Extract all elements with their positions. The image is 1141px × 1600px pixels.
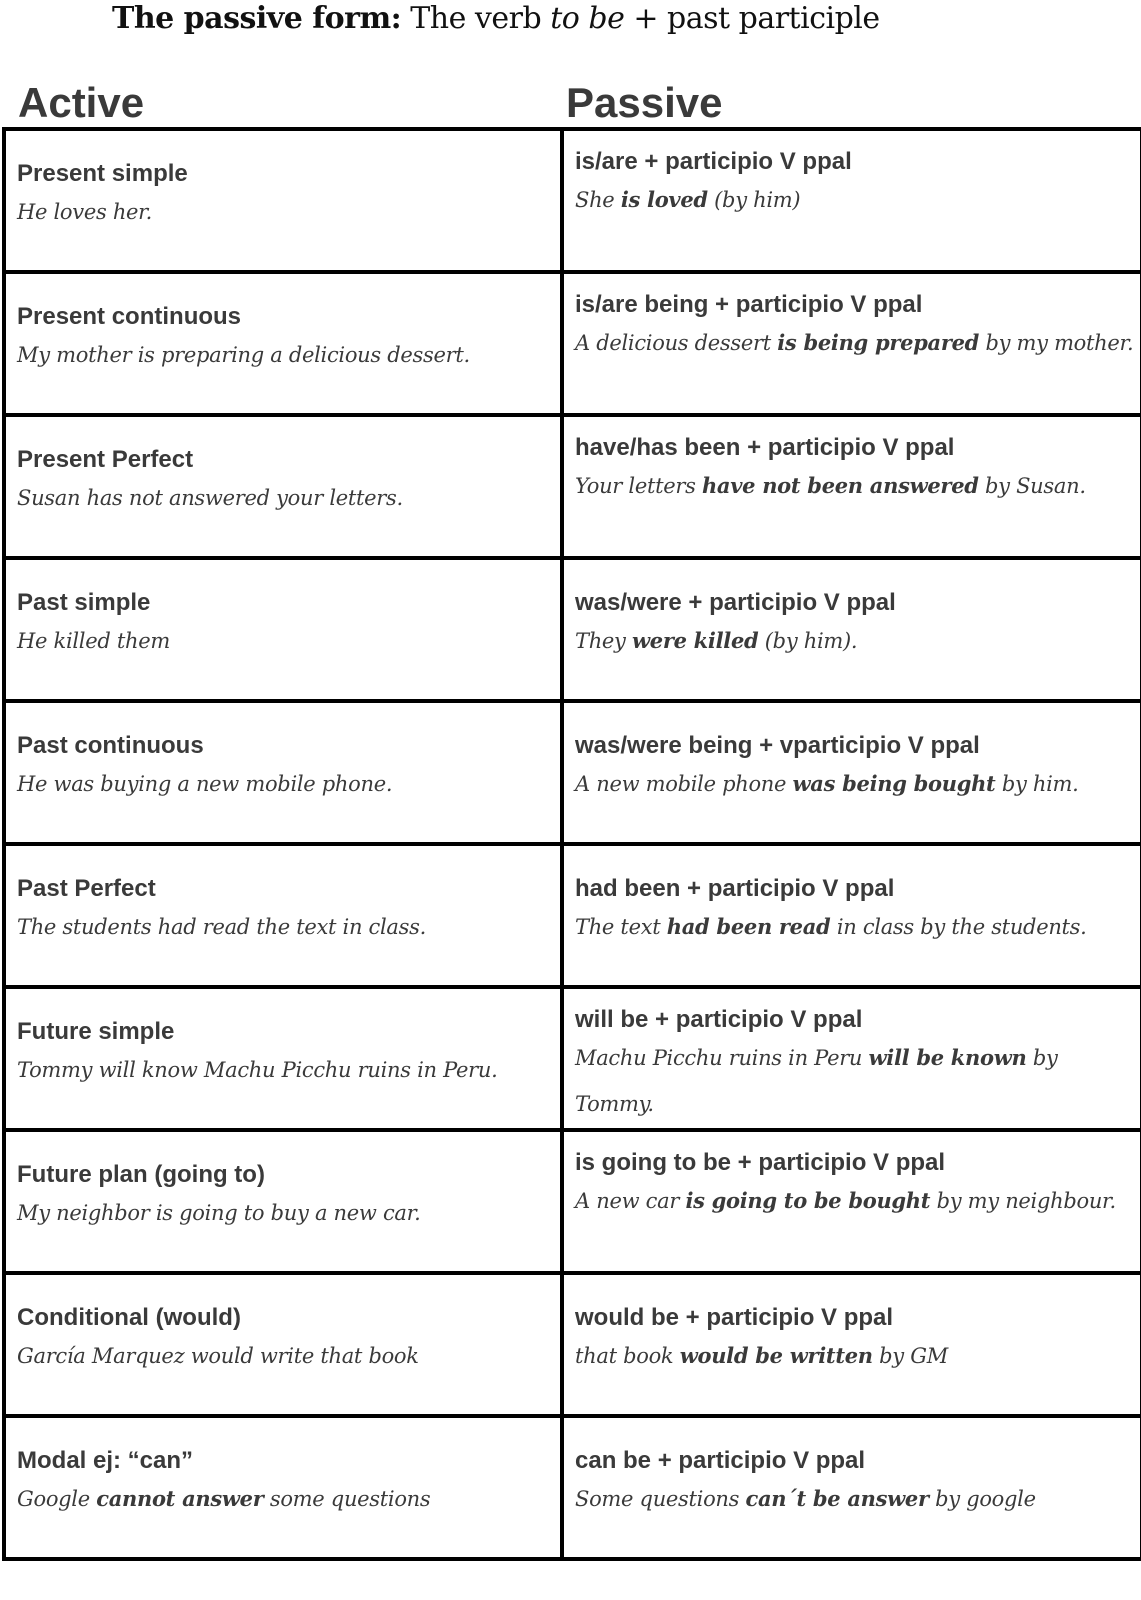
text-segment: Tommy will know Machu Picchu ruins in Peru. [17, 1058, 498, 1082]
emphasis: is being prepared [777, 330, 980, 355]
emphasis: cannot answer [96, 1486, 264, 1511]
text-segment: by GM [872, 1344, 948, 1368]
emphasis: had been read [666, 914, 831, 939]
tense-label: Present continuous [17, 303, 242, 330]
tense-label: Present Perfect [17, 446, 194, 473]
passive-example [575, 1333, 1134, 1379]
passive-example [575, 177, 1134, 223]
text-segment: He loves her. [17, 200, 152, 224]
passive-cell [564, 989, 1140, 1128]
tense-comparison-table [2, 127, 1141, 1561]
tense-label: Past continuous [17, 732, 204, 759]
text-segment: that book [575, 1344, 680, 1368]
active-example [17, 1333, 554, 1379]
text-segment: Susan has not answered your letters. [17, 486, 403, 510]
passive-formula: is/are being + participio V ppal [575, 291, 923, 318]
text-segment: He killed them [17, 629, 170, 653]
passive-formula: can be + participio V ppal [575, 1447, 866, 1474]
text-segment: A new mobile phone [575, 772, 793, 796]
active-example [17, 475, 554, 521]
passive-formula: will be + participio V ppal [575, 1006, 863, 1033]
passive-cell [564, 846, 1140, 985]
active-example [17, 1476, 554, 1522]
tense-label: Past simple [17, 589, 151, 616]
active-cell [6, 989, 560, 1128]
active-example [17, 332, 554, 378]
passive-example [575, 1035, 1134, 1127]
passive-example [575, 463, 1134, 509]
text-segment: in class by the students. [830, 915, 1087, 939]
text-segment: A delicious dessert [575, 331, 778, 355]
text-segment: My neighbor is going to buy a new car. [17, 1201, 421, 1225]
active-cell [6, 703, 560, 842]
text-segment: Some questions [575, 1487, 746, 1511]
text-segment: Google [17, 1487, 97, 1511]
active-cell [6, 131, 560, 270]
column-header-active: Active [18, 79, 145, 126]
text-segment: (by him) [707, 188, 801, 212]
page-title [112, 0, 880, 40]
passive-formula: is going to be + participio V ppal [575, 1149, 946, 1176]
active-example [17, 1190, 554, 1236]
emphasis: is going to be bought [685, 1188, 931, 1213]
emphasis: can´t be answer [745, 1486, 929, 1511]
emphasis: is loved [620, 187, 708, 212]
passive-cell [564, 131, 1140, 270]
text-segment: by my neighbour. [930, 1189, 1116, 1213]
emphasis: was being bought [792, 771, 996, 796]
text-segment: Machu Picchu ruins in Peru [575, 1046, 869, 1070]
text-segment: Your letters [575, 474, 702, 498]
active-cell [6, 1418, 560, 1557]
passive-formula: was/were + participio V ppal [575, 589, 896, 616]
passive-example [575, 618, 1134, 664]
emphasis: have not been answered [701, 473, 979, 498]
text-segment: She [575, 188, 621, 212]
text-segment: by him. [995, 772, 1079, 796]
text-segment: (by him). [758, 629, 858, 653]
passive-formula: had been + participio V ppal [575, 875, 895, 902]
title-post: + past participle [624, 1, 880, 36]
text-segment: My mother is preparing a delicious dessert. [17, 343, 470, 367]
active-example [17, 761, 554, 807]
text-segment: The students had read the text in class. [17, 915, 426, 939]
active-example [17, 618, 554, 664]
passive-formula: would be + participio V ppal [575, 1304, 894, 1331]
title-italic: to be [550, 1, 625, 36]
tense-label: Past Perfect [17, 875, 156, 902]
emphasis: will be known [868, 1045, 1027, 1070]
tense-label: Future simple [17, 1018, 175, 1045]
active-example [17, 1047, 554, 1093]
text-segment: He was buying a new mobile phone. [17, 772, 393, 796]
passive-formula: is/are + participio V ppal [575, 148, 852, 175]
active-cell [6, 560, 560, 699]
passive-example [575, 1476, 1134, 1522]
passive-cell [564, 1275, 1140, 1414]
text-segment: García Marquez would write that book [17, 1344, 419, 1368]
emphasis: would be written [679, 1343, 873, 1368]
active-cell [6, 846, 560, 985]
text-segment: by Tommy. [575, 1046, 1058, 1116]
passive-cell [564, 560, 1140, 699]
active-cell [6, 274, 560, 413]
passive-cell [564, 1418, 1140, 1557]
active-example [17, 904, 554, 950]
passive-cell [564, 274, 1140, 413]
tense-label: Conditional (would) [17, 1304, 241, 1331]
tense-label: Present simple [17, 160, 188, 187]
title-pre: The verb [401, 1, 551, 36]
active-cell [6, 417, 560, 556]
passive-cell [564, 703, 1140, 842]
passive-formula: was/were being + vparticipio V ppal [575, 732, 980, 759]
tense-label: Future plan (going to) [17, 1161, 265, 1188]
passive-cell [564, 417, 1140, 556]
column-header-passive: Passive [566, 79, 723, 126]
passive-example [575, 761, 1134, 807]
active-cell [6, 1132, 560, 1271]
passive-formula: have/has been + participio V ppal [575, 434, 955, 461]
tense-label: Modal ej: “can” [17, 1447, 194, 1474]
passive-example [575, 320, 1134, 366]
text-segment: A new car [575, 1189, 686, 1213]
text-segment: by my mother. [979, 331, 1134, 355]
text-segment: some questions [263, 1487, 431, 1511]
text-segment: The text [575, 915, 667, 939]
text-segment: by Susan. [978, 474, 1086, 498]
passive-example [575, 1178, 1134, 1224]
passive-example [575, 904, 1134, 950]
emphasis: were killed [632, 628, 759, 653]
active-example [17, 189, 554, 235]
text-segment: by google [928, 1487, 1036, 1511]
title-bold: The passive form: [112, 1, 402, 36]
passive-cell [564, 1132, 1140, 1271]
text-segment: They [575, 629, 632, 653]
active-cell [6, 1275, 560, 1414]
